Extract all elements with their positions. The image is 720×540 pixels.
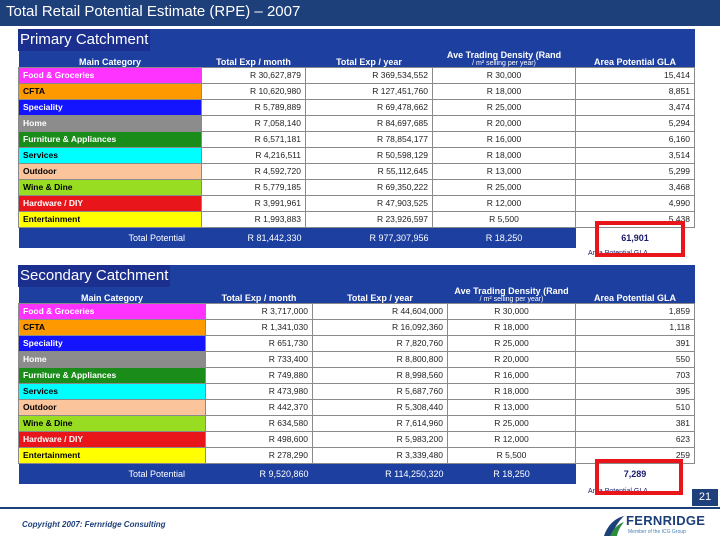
density-cell: R 5,500: [448, 447, 576, 463]
primary-gla-highlight: [595, 221, 685, 257]
exp-month-cell: R 1,341,030: [206, 319, 313, 335]
col-header-gla: Area Potential GLA: [576, 265, 695, 303]
footer-divider: [0, 507, 720, 509]
table-row: [19, 399, 695, 415]
table-row: [19, 431, 695, 447]
density-cell: R 18,000: [448, 319, 576, 335]
primary-total-note: Area Potential GLA: [588, 250, 648, 257]
table-row: [19, 115, 695, 131]
exp-month-cell: R 1,993,883: [202, 211, 306, 227]
logo-wordmark: FERNRIDGE: [626, 513, 706, 528]
exp-year-cell: R 78,854,177: [306, 131, 433, 147]
primary-catchment-section: [18, 29, 694, 257]
page-title: Total Retail Potential Estimate (RPE) – 2007: [6, 3, 301, 20]
exp-year-cell: R 47,903,525: [306, 195, 433, 211]
exp-month-cell: R 3,991,961: [202, 195, 306, 211]
exp-year-cell: R 5,308,440: [313, 399, 448, 415]
exp-month-cell: R 498,600: [206, 431, 313, 447]
exp-year-cell: R 55,112,645: [306, 163, 433, 179]
col-header-exp-year: Total Exp / year: [306, 29, 433, 67]
secondary-total-note: Area Potential GLA: [588, 488, 648, 495]
total-exp-month: R 81,442,330: [202, 227, 306, 248]
density-cell: R 12,000: [433, 195, 576, 211]
category-cell: Furniture & Appliances: [19, 367, 206, 383]
category-cell: Services: [19, 383, 206, 399]
exp-month-cell: R 749,880: [206, 367, 313, 383]
secondary-gla-highlight: [595, 459, 683, 495]
gla-cell: 15,414: [576, 67, 695, 83]
exp-month-cell: R 4,216,511: [202, 147, 306, 163]
density-cell: R 25,000: [433, 99, 576, 115]
col-header-category: Main Category: [19, 265, 206, 303]
density-header-line2: / m² selling per year): [472, 59, 536, 67]
fernridge-logo-icon: [602, 514, 626, 538]
exp-month-cell: R 278,290: [206, 447, 313, 463]
density-cell: R 30,000: [433, 67, 576, 83]
col-header-gla: Area Potential GLA: [576, 29, 695, 67]
col-header-density: [448, 265, 576, 303]
category-cell: Wine & Dine: [19, 415, 206, 431]
exp-month-cell: R 651,730: [206, 335, 313, 351]
gla-cell: 395: [576, 383, 695, 399]
total-density: R 18,250: [433, 227, 576, 248]
table-row: [19, 163, 695, 179]
primary-catchment-title: Primary Catchment: [18, 29, 150, 51]
secondary-catchment-title: Secondary Catchment: [18, 265, 170, 287]
table-row: [19, 367, 695, 383]
table-row: [19, 319, 695, 335]
category-cell: Home: [19, 351, 206, 367]
density-cell: R 30,000: [448, 303, 576, 319]
density-cell: R 20,000: [448, 351, 576, 367]
gla-cell: 5,438: [576, 211, 695, 227]
category-cell: CFTA: [19, 319, 206, 335]
header-bar: [0, 0, 720, 26]
category-cell: Furniture & Appliances: [19, 131, 202, 147]
density-cell: R 16,000: [433, 131, 576, 147]
col-header-category: Main Category: [19, 29, 202, 67]
category-cell: Food & Groceries: [19, 303, 206, 319]
density-cell: R 25,000: [448, 415, 576, 431]
category-cell: Entertainment: [19, 211, 202, 227]
gla-cell: 3,514: [576, 147, 695, 163]
exp-year-cell: R 8,800,800: [313, 351, 448, 367]
exp-year-cell: R 50,598,129: [306, 147, 433, 163]
density-cell: R 18,000: [448, 383, 576, 399]
gla-cell: 550: [576, 351, 695, 367]
total-density: R 18,250: [448, 463, 576, 484]
density-cell: R 13,000: [433, 163, 576, 179]
total-label: Total Potential: [19, 227, 202, 248]
table-row: [19, 447, 695, 463]
category-cell: Outdoor: [19, 163, 202, 179]
density-cell: R 16,000: [448, 367, 576, 383]
category-cell: Wine & Dine: [19, 179, 202, 195]
category-cell: CFTA: [19, 83, 202, 99]
density-cell: R 20,000: [433, 115, 576, 131]
gla-cell: 703: [576, 367, 695, 383]
category-cell: Hardware / DIY: [19, 431, 206, 447]
gla-cell: 259: [576, 447, 695, 463]
col-header-exp-month: Total Exp / month: [206, 265, 313, 303]
table-row: [19, 99, 695, 115]
total-gla: 7,289: [576, 463, 695, 484]
exp-month-cell: R 4,592,720: [202, 163, 306, 179]
exp-month-cell: R 6,571,181: [202, 131, 306, 147]
table-row: [19, 335, 695, 351]
logo-tagline: Member of the ICG Group: [628, 529, 686, 535]
gla-cell: 1,859: [576, 303, 695, 319]
category-cell: Services: [19, 147, 202, 163]
gla-cell: 1,118: [576, 319, 695, 335]
exp-month-cell: R 442,370: [206, 399, 313, 415]
total-exp-year: R 977,307,956: [306, 227, 433, 248]
total-exp-month: R 9,520,860: [206, 463, 313, 484]
density-cell: R 25,000: [448, 335, 576, 351]
exp-month-cell: R 5,779,185: [202, 179, 306, 195]
table-row: [19, 195, 695, 211]
exp-year-cell: R 8,998,560: [313, 367, 448, 383]
primary-table: [18, 29, 695, 248]
col-header-exp-month: Total Exp / month: [202, 29, 306, 67]
exp-year-cell: R 7,614,960: [313, 415, 448, 431]
table-row: [19, 67, 695, 83]
total-row: [19, 227, 695, 248]
gla-cell: 3,468: [576, 179, 695, 195]
exp-month-cell: R 30,627,879: [202, 67, 306, 83]
category-cell: Food & Groceries: [19, 67, 202, 83]
exp-year-cell: R 84,697,685: [306, 115, 433, 131]
category-cell: Speciality: [19, 335, 206, 351]
gla-cell: 623: [576, 431, 695, 447]
exp-year-cell: R 16,092,360: [313, 319, 448, 335]
exp-month-cell: R 634,580: [206, 415, 313, 431]
table-row: [19, 179, 695, 195]
exp-year-cell: R 23,926,597: [306, 211, 433, 227]
total-row: [19, 463, 695, 484]
density-cell: R 12,000: [448, 431, 576, 447]
exp-month-cell: R 733,400: [206, 351, 313, 367]
density-header-line1: Ave Trading Density (Rand: [446, 49, 562, 60]
exp-month-cell: R 473,980: [206, 383, 313, 399]
total-label: Total Potential: [19, 463, 206, 484]
exp-month-cell: R 3,717,000: [206, 303, 313, 319]
category-cell: Outdoor: [19, 399, 206, 415]
density-cell: R 13,000: [448, 399, 576, 415]
total-exp-year: R 114,250,320: [313, 463, 448, 484]
density-header-line1: Ave Trading Density (Rand: [454, 285, 569, 296]
table-row: [19, 351, 695, 367]
page-number: 21: [692, 489, 718, 506]
exp-year-cell: R 5,687,760: [313, 383, 448, 399]
exp-month-cell: R 7,058,140: [202, 115, 306, 131]
fernridge-logo: [600, 512, 718, 540]
gla-cell: 8,851: [576, 83, 695, 99]
exp-year-cell: R 69,350,222: [306, 179, 433, 195]
exp-year-cell: R 7,820,760: [313, 335, 448, 351]
category-cell: Entertainment: [19, 447, 206, 463]
exp-year-cell: R 3,339,480: [313, 447, 448, 463]
category-cell: Home: [19, 115, 202, 131]
table-row: [19, 83, 695, 99]
table-row: [19, 415, 695, 431]
density-cell: R 5,500: [433, 211, 576, 227]
gla-cell: 4,990: [576, 195, 695, 211]
gla-cell: 5,294: [576, 115, 695, 131]
total-gla: 61,901: [576, 227, 695, 248]
exp-year-cell: R 369,534,552: [306, 67, 433, 83]
gla-cell: 3,474: [576, 99, 695, 115]
secondary-catchment-section: [18, 265, 694, 499]
gla-cell: 6,160: [576, 131, 695, 147]
density-cell: R 25,000: [433, 179, 576, 195]
density-header-line2: / m² selling per year): [479, 295, 544, 303]
table-row: [19, 131, 695, 147]
copyright-text: Copyright 2007: Fernridge Consulting: [22, 520, 166, 529]
exp-month-cell: R 10,620,980: [202, 83, 306, 99]
gla-cell: 381: [576, 415, 695, 431]
col-header-density: [433, 29, 576, 67]
density-cell: R 18,000: [433, 83, 576, 99]
exp-year-cell: R 127,451,760: [306, 83, 433, 99]
exp-month-cell: R 5,789,889: [202, 99, 306, 115]
secondary-table: [18, 265, 695, 484]
exp-year-cell: R 5,983,200: [313, 431, 448, 447]
table-row: [19, 147, 695, 163]
gla-cell: 510: [576, 399, 695, 415]
exp-year-cell: R 44,604,000: [313, 303, 448, 319]
gla-cell: 391: [576, 335, 695, 351]
density-cell: R 18,000: [433, 147, 576, 163]
table-row: [19, 211, 695, 227]
table-row: [19, 303, 695, 319]
exp-year-cell: R 69,478,662: [306, 99, 433, 115]
category-cell: Hardware / DIY: [19, 195, 202, 211]
category-cell: Speciality: [19, 99, 202, 115]
table-row: [19, 383, 695, 399]
gla-cell: 5,299: [576, 163, 695, 179]
col-header-exp-year: Total Exp / year: [313, 265, 448, 303]
